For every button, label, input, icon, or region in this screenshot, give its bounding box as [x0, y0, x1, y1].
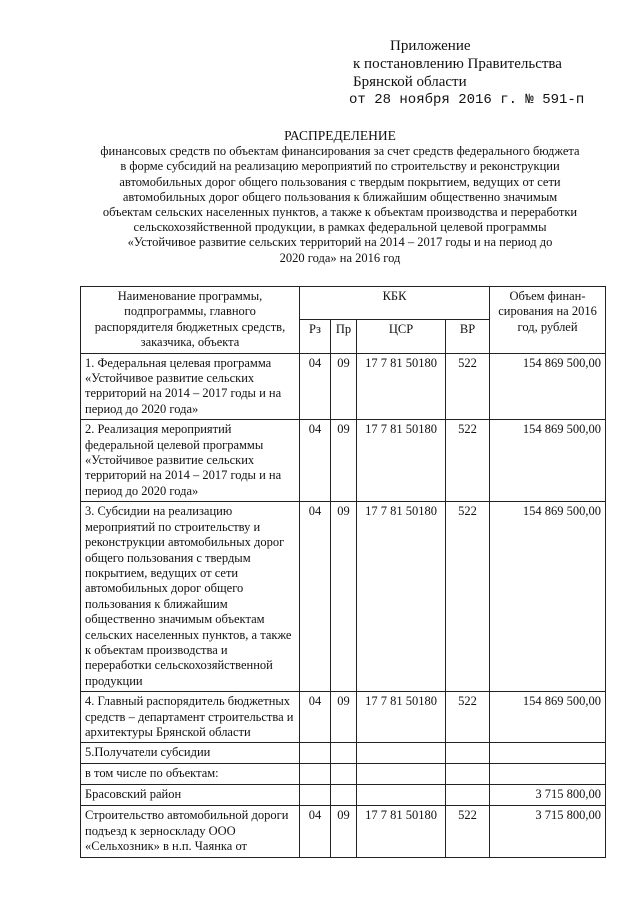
row-rz: [300, 785, 331, 806]
row-amount: 3 715 800,00: [490, 785, 606, 806]
table-row: [81, 692, 606, 743]
row-name: Строительство автомобильной дороги подъезд к зерноскладу ООО «Сельхозник» в н.п. Чаянка от: [81, 806, 300, 857]
row-name: 3. Субсидии на реализацию мероприятий по строительству и реконструкции автомобильных дорог общего пользования с твердым покрытием, ведущих от сети автомобильных дорог общего пользования к ближайшим общественно значимым объектам сельских населенных пунктов, а также к объектам производства и переработки сельскохозяйственной продукции: [81, 502, 300, 692]
row-vr: [446, 743, 490, 764]
row-pr: 09: [331, 420, 357, 502]
row-rz: 04: [300, 420, 331, 502]
row-vr: 522: [446, 502, 490, 692]
title-line: финансовых средств по объектам финансирования за счет средств федерального бюджета: [100, 144, 580, 159]
row-amount: 154 869 500,00: [490, 420, 606, 502]
row-rz: 04: [300, 692, 331, 743]
table-header-row: [81, 287, 606, 320]
table-row: [81, 806, 606, 857]
header-kbk: КБК: [300, 287, 490, 320]
table-row: [81, 764, 606, 785]
row-rz: 04: [300, 806, 331, 857]
row-amount: 3 715 800,00: [490, 806, 606, 857]
row-amount: [490, 743, 606, 764]
row-vr: [446, 785, 490, 806]
row-name: 2. Реализация мероприятий федеральной целевой программы «Устойчивое развитие сельских территорий на 2014 – 2017 годы и на период до 2020 года»: [81, 420, 300, 502]
row-csr: [357, 764, 446, 785]
row-name: 1. Федеральная целевая программа «Устойчивое развитие сельских территорий на 2014 – 2017 годы и на период до 2020 года»: [81, 353, 300, 420]
title-line: в форме субсидий на реализацию мероприятий по строительству и реконструкции: [120, 159, 560, 174]
header-vr: ВР: [446, 320, 490, 353]
title-line: сельскохозяйственной продукции, в рамках федеральной целевой программы: [133, 220, 547, 235]
row-pr: 09: [331, 353, 357, 420]
table-row: [81, 353, 606, 420]
row-name: 4. Главный распорядитель бюджетных средств – департамент строительства и архитектуры Брянской области: [81, 692, 300, 743]
row-amount: 154 869 500,00: [490, 502, 606, 692]
title-line: автомобильных дорог общего пользования с твердым покрытием, ведущих от сети: [119, 174, 561, 189]
row-vr: [446, 764, 490, 785]
appendix-line-1: Приложение: [390, 38, 471, 54]
distribution-table: [80, 286, 606, 858]
row-name: Брасовский район: [81, 785, 300, 806]
row-vr: 522: [446, 353, 490, 420]
row-csr: [357, 785, 446, 806]
row-amount: 154 869 500,00: [490, 692, 606, 743]
title-line: автомобильных дорог общего пользования к ближайшим общественно значимым: [122, 189, 558, 204]
row-vr: 522: [446, 806, 490, 857]
table-row: [81, 420, 606, 502]
row-csr: 17 7 81 50180: [357, 420, 446, 502]
row-csr: [357, 743, 446, 764]
header-pr: Пр: [331, 320, 357, 353]
header-csr: ЦСР: [357, 320, 446, 353]
table-row: [81, 743, 606, 764]
row-name: 5.Получатели субсидии: [81, 743, 300, 764]
appendix-block: [349, 37, 585, 109]
table-row: [81, 785, 606, 806]
header-volume: Объем финан-сирования на 2016 год, рублей: [490, 287, 606, 354]
title-heading: РАСПРЕДЕЛЕНИЕ: [284, 128, 396, 143]
row-rz: [300, 743, 331, 764]
row-pr: 09: [331, 692, 357, 743]
table-row: [81, 502, 606, 692]
row-pr: [331, 785, 357, 806]
row-pr: 09: [331, 806, 357, 857]
row-amount: 154 869 500,00: [490, 353, 606, 420]
row-csr: 17 7 81 50180: [357, 692, 446, 743]
row-rz: 04: [300, 502, 331, 692]
row-csr: 17 7 81 50180: [357, 806, 446, 857]
appendix-date-line: от 28 ноября 2016 г. № 591-п: [349, 92, 585, 108]
row-name: в том числе по объектам:: [81, 764, 300, 785]
header-name: Наименование программы, подпрограммы, главного распорядителя бюджетных средств, заказчика, объекта: [81, 287, 300, 354]
header-rz: Рз: [300, 320, 331, 353]
row-pr: [331, 764, 357, 785]
appendix-line-3: Брянской области: [353, 74, 467, 90]
row-amount: [490, 764, 606, 785]
row-vr: 522: [446, 692, 490, 743]
row-pr: [331, 743, 357, 764]
title-line: объектам сельских населенных пунктов, а также к объектам производства и переработки: [102, 205, 578, 220]
row-csr: 17 7 81 50180: [357, 353, 446, 420]
row-rz: 04: [300, 353, 331, 420]
document-title: [80, 128, 600, 266]
title-line: 2020 года» на 2016 год: [279, 250, 401, 265]
row-rz: [300, 764, 331, 785]
row-pr: 09: [331, 502, 357, 692]
row-csr: 17 7 81 50180: [357, 502, 446, 692]
row-vr: 522: [446, 420, 490, 502]
appendix-line-2: к постановлению Правительства: [353, 56, 562, 72]
title-line: «Устойчивое развитие сельских территорий на 2014 – 2017 годы и на период до: [127, 235, 553, 250]
